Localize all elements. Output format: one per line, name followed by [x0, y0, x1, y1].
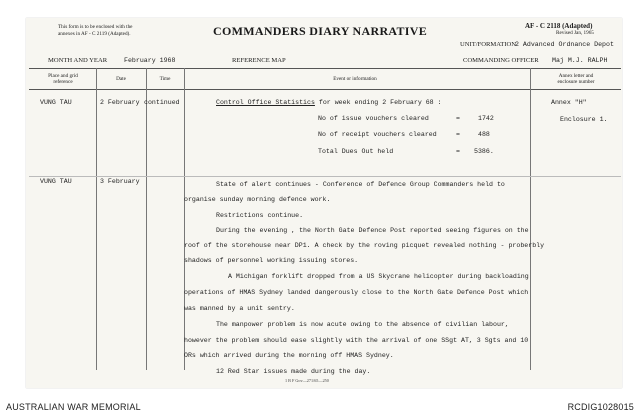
entry1-place: VUNG TAU: [40, 99, 72, 106]
diary-sheet: [26, 18, 622, 388]
col-divider-place: [96, 68, 97, 370]
narrative-line: State of alert continues - Conference of Defence Group Commanders held to: [216, 181, 505, 188]
stat-value: 488: [478, 131, 490, 138]
narrative-line: During the evening , the North Gate Defence Post reported seeing figures on the: [216, 227, 529, 234]
unit-value: 2 Advanced Ordnance Depot: [515, 41, 614, 48]
narrative-line: roof of the storehouse near DP1. A check by the roving picquet revealed nothing - proberbly: [184, 242, 545, 249]
narrative-line: shadows of personnel working issuing stores.: [184, 257, 359, 264]
col-header-event: Event or information: [333, 76, 377, 82]
rule-top: [29, 68, 621, 69]
commanding-officer-value: Maj M.J. RALPH: [552, 57, 608, 64]
form-note-line2: annexes in AF - C 2119 (Adapted).: [58, 31, 131, 37]
narrative-line: A Michigan forklift dropped from a US Skycrane helicopter during backloading: [228, 273, 529, 280]
archive-footer: [0, 391, 640, 416]
commanding-officer-label: COMMANDING OFFICER: [463, 57, 539, 64]
page-title: COMMANDERS DIARY NARRATIVE: [213, 24, 428, 38]
stat-label: No of receipt vouchers cleared: [318, 131, 437, 138]
narrative-line: was manned by a unit sentry.: [184, 305, 295, 312]
entry2-date: 3 February: [100, 178, 140, 185]
col-header-date: Date: [116, 76, 126, 82]
form-note-line1: This form is to be enclosed with the: [58, 24, 133, 30]
narrative-line: 12 Red Star issues made during the day.: [216, 368, 371, 375]
narrative-line: ORs which arrived during the morning off HMAS Sydney.: [184, 352, 394, 359]
footer-record-id: RCDIG1028015: [567, 402, 634, 412]
narrative-line: Restrictions continue.: [216, 212, 304, 219]
form-code: AF - C 2118 (Adapted): [525, 22, 593, 30]
col-header-time: Time: [159, 76, 171, 82]
form-revised: Revised Jan, 1965: [556, 30, 594, 36]
col-divider-date: [146, 68, 147, 370]
narrative-line: organise sunday morning defence work.: [184, 196, 331, 203]
narrative-line: however the problem should ease slightly with the arrival of one SSgt AT, 3 Sgts and 10: [184, 337, 529, 344]
entry1-heading: Control Office Statistics for week ending 2 February 68 :: [216, 99, 442, 106]
stat-value: 5386.: [474, 148, 494, 155]
narrative-line: operations of HMAS Sydney landed dangerously close to the North Gate Defence Post which: [184, 289, 529, 296]
col-divider-event: [530, 68, 531, 370]
rule-header-bottom: [29, 89, 621, 90]
month-year-label: MONTH AND YEAR: [48, 57, 108, 64]
printer-mark: 1 B F Gov—271/65—250: [285, 378, 329, 383]
month-year-value: February 1968: [124, 57, 176, 64]
stat-dash: =: [456, 148, 460, 155]
entry1-annex: Annex "H": [551, 99, 587, 106]
entry1-date: 2 February: [100, 99, 140, 106]
entry2-place: VUNG TAU: [40, 178, 72, 185]
narrative-line: The manpower problem is now acute owing to the absence of civilian labour,: [216, 321, 509, 328]
unit-label: UNIT/FORMATION: [460, 41, 517, 48]
stat-dash: =: [456, 115, 460, 122]
rule-entry-separator: [29, 176, 621, 177]
col-divider-time: [184, 68, 185, 370]
col-header-place: Place and grid reference: [48, 73, 78, 85]
entry1-enclosure: Enclosure 1.: [560, 116, 608, 123]
stat-label: No of issue vouchers cleared: [318, 115, 429, 122]
reference-map-label: REFERENCE MAP: [232, 57, 286, 64]
stat-value: 1742: [478, 115, 494, 122]
col-header-annex: Annex letter and enclosure number: [557, 73, 595, 85]
footer-institution: AUSTRALIAN WAR MEMORIAL: [6, 402, 141, 412]
stat-label: Total Dues Out held: [318, 148, 394, 155]
entry1-time: continued: [144, 99, 180, 106]
stat-dash: =: [456, 131, 460, 138]
